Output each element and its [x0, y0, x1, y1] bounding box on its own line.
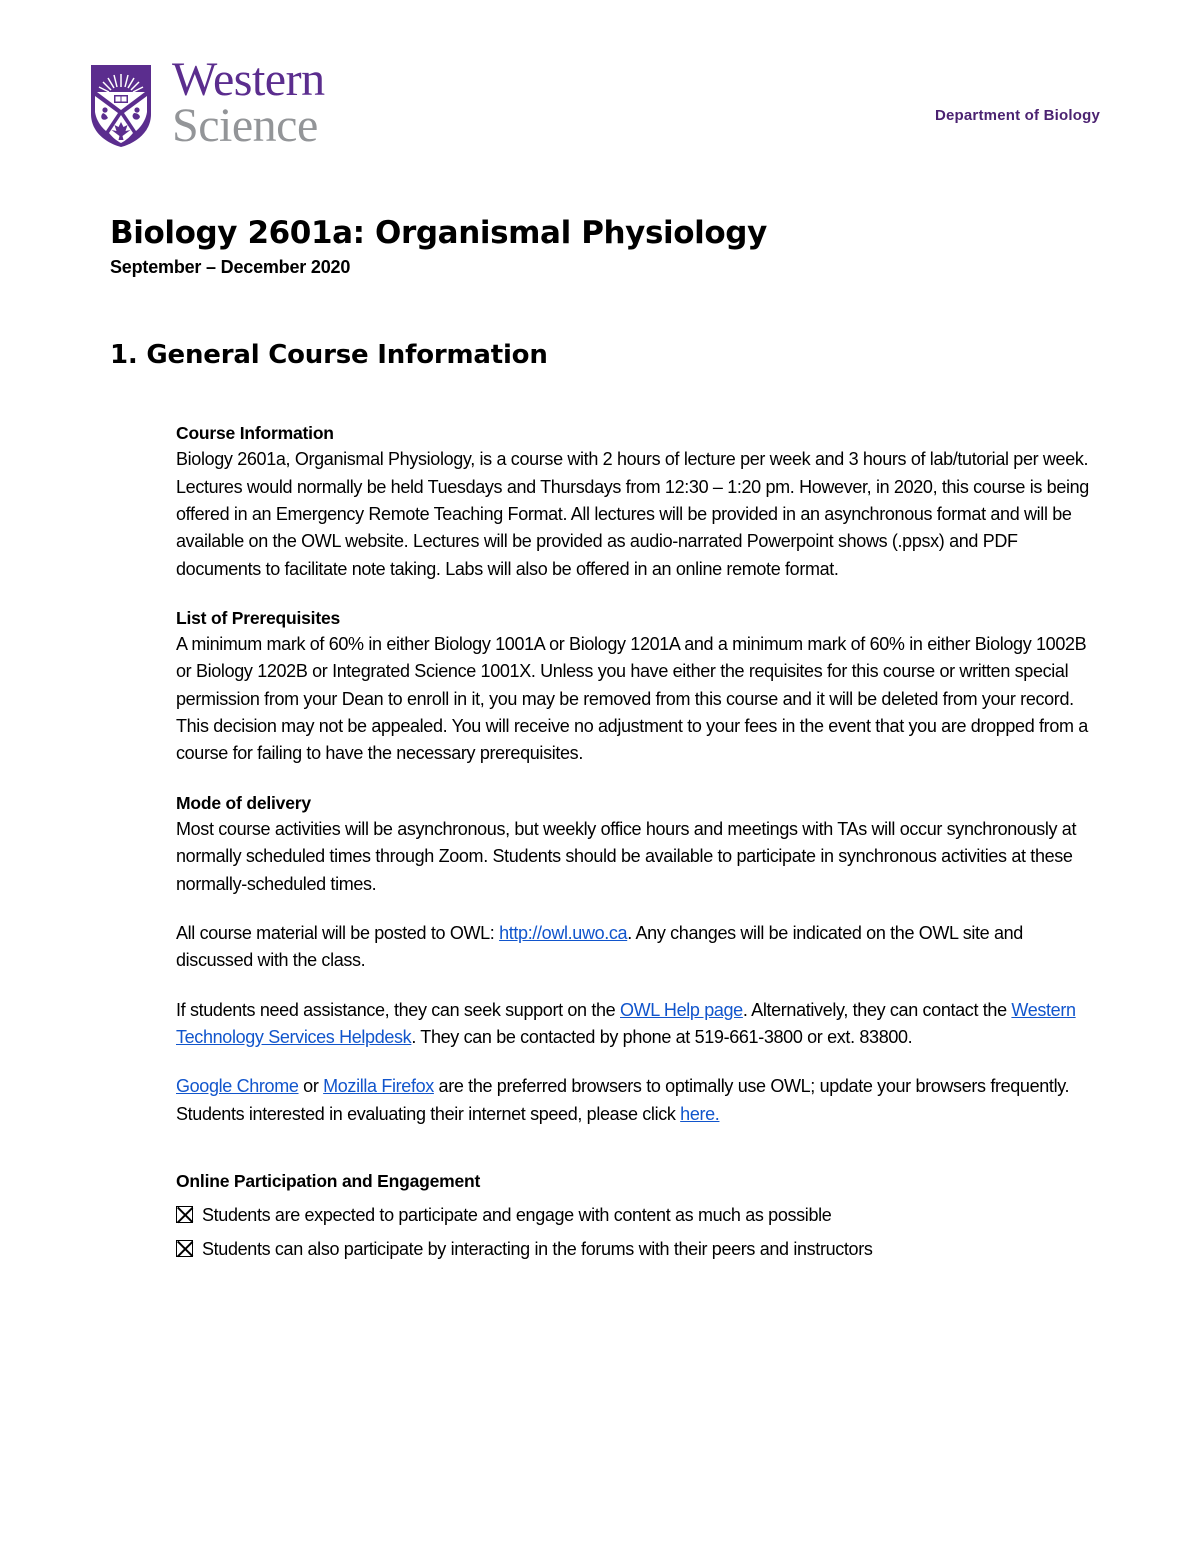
owl-url-link[interactable]: http://owl.uwo.ca	[499, 922, 628, 943]
course-information-heading: Course Information	[176, 423, 334, 444]
wts-helpdesk-link[interactable]: Western Technology Services Helpdesk	[176, 999, 1076, 1047]
support-text-part1: If students need assistance, they can seek support on the	[176, 999, 620, 1020]
browser-paragraph	[176, 1073, 1100, 1128]
mode-of-delivery-heading: Mode of delivery	[176, 792, 311, 813]
document-header	[0, 0, 1200, 153]
owl-paragraph-before: All course material will be posted to OWL:	[176, 922, 500, 943]
section-heading-general-course-information: 1. General Course Information	[110, 339, 548, 370]
internet-speed-here-link[interactable]: here.	[680, 1103, 720, 1124]
document-body	[0, 391, 1200, 1263]
online-participation-block	[176, 1171, 1100, 1263]
prerequisites-block	[176, 608, 1100, 768]
logo-wordmark	[172, 53, 325, 153]
participation-item-label: Students can also participate by interacting in the forums with their peers and instructors	[202, 1239, 873, 1260]
western-shield-icon	[88, 62, 154, 150]
online-participation-heading: Online Participation and Engagement	[176, 1171, 481, 1192]
page-subtitle: September – December 2020	[110, 257, 351, 278]
browser-text-part2: are the preferred browsers to optimally use OWL; update your browsers frequently. Students interested in evaluating their internet speed, please click	[176, 1076, 1070, 1124]
support-text-part2: . Alternatively, they can contact the	[742, 999, 1012, 1020]
prerequisites-text: A minimum mark of 60% in either Biology 1001A or Biology 1201A and a minimum mark of 60% in either Biology 1002B or Biology 1202B or Integrated Science 1001X. Unless you have either the requisites for this course or written special permission from your Dean to enroll in it, you may be removed from this course and it will be deleted from your record. This decision may not be appealed. You will receive no adjustment to your fees in the event that you are dropped from a course for failing to have the necessary prerequisites.	[176, 634, 1088, 764]
google-chrome-link[interactable]: Google Chrome	[176, 1076, 299, 1097]
checked-checkbox-icon[interactable]	[176, 1240, 193, 1257]
owl-help-page-link[interactable]: OWL Help page	[620, 999, 743, 1020]
browser-text-part1: or	[298, 1076, 324, 1097]
mode-of-delivery-text: Most course activities will be asynchronous, but weekly office hours and meetings with TAs will occur synchronously at normally scheduled times through Zoom. Students should be available to participate in synchronous activities at these normally-scheduled times.	[176, 818, 1077, 894]
department-label: Department of Biology	[934, 107, 1100, 124]
logo-western-text: Western	[172, 53, 325, 106]
support-text-part3: . They can be contacted by phone at 519-661-3800 or ext. 83800.	[411, 1027, 913, 1047]
mode-of-delivery-block	[176, 793, 1100, 898]
western-science-logo	[88, 53, 1100, 153]
participation-checkbox-row[interactable]	[176, 1202, 1100, 1229]
owl-paragraph-after: . Any changes will be indicated on the OWL site and discussed with the class.	[176, 922, 1023, 971]
course-information-block	[176, 423, 1100, 583]
course-information-text: Biology 2601a, Organismal Physiology, is a course with 2 hours of lecture per week and 3 hours of lab/tutorial per week. Lectures would normally be held Tuesdays and Thursdays from 12:30 – 1:20 pm. However, in 2020, this course is being offered in an Emergency Remote Teaching Format. All lectures will be provided in an asynchronous format and will be available on the OWL website. Lectures will be provided as audio-narrated Powerpoint shows (.ppsx) and PDF documents to facilitate note taking. Labs will also be offered in an online remote format.	[176, 449, 1089, 579]
participation-item-label: Students are expected to participate and engage with content as much as possible	[202, 1205, 832, 1226]
owl-material-paragraph	[176, 920, 1100, 975]
prerequisites-heading: List of Prerequisites	[176, 608, 341, 629]
mozilla-firefox-link[interactable]: Mozilla Firefox	[323, 1076, 434, 1097]
checked-checkbox-icon[interactable]	[176, 1206, 193, 1223]
participation-checkbox-row[interactable]	[176, 1236, 1100, 1263]
support-paragraph	[176, 997, 1100, 1052]
logo-science-text: Science	[172, 99, 318, 153]
page-title: Biology 2601a: Organismal Physiology	[110, 215, 767, 251]
